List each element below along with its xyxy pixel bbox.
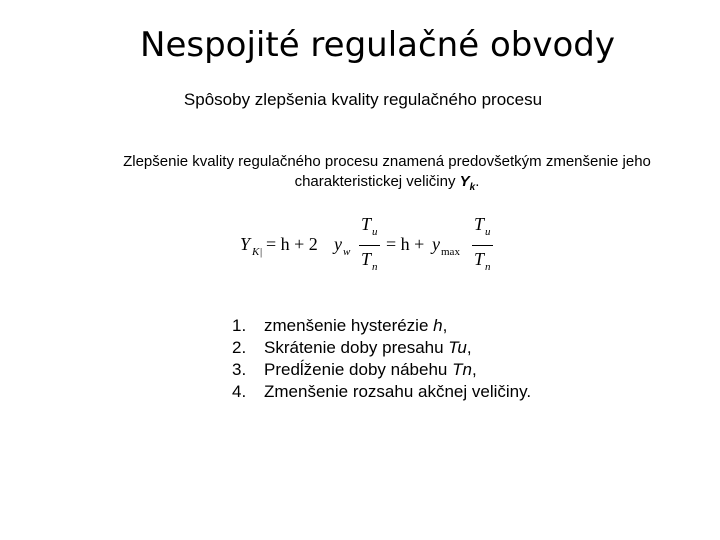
intro-symbol-main: Y <box>459 173 470 190</box>
improvement-list <box>232 315 532 403</box>
list-item <box>232 337 532 359</box>
formula-yw: y <box>334 234 342 254</box>
intro-period: . <box>475 173 480 190</box>
formula <box>240 214 500 280</box>
intro-text: Zlepšenie kvality regulačného procesu znamená predovšetkým zmenšenie jeho charakteristickej veličiny <box>123 153 651 190</box>
formula-frac2-num: T <box>474 214 485 234</box>
formula-yw-sub: w <box>343 246 351 258</box>
list-item-number: 2. <box>232 338 247 357</box>
list-item <box>232 359 532 381</box>
formula-frac2-bar <box>472 245 493 246</box>
slide-subtitle: Spôsoby zlepšenia kvality regulačného procesu <box>183 90 543 109</box>
formula-lhs-sub: K| <box>252 246 263 258</box>
list-item-text: Predĺženie doby nábehu <box>264 360 453 379</box>
intro-paragraph <box>72 152 702 198</box>
formula-ymax-sub: max <box>441 246 460 258</box>
formula-ymax: y <box>432 234 440 254</box>
intro-symbol <box>459 173 476 193</box>
list-item-number: 3. <box>232 360 247 379</box>
formula-eq1: = h + 2 <box>266 234 318 254</box>
list-item-number: 4. <box>232 382 247 401</box>
formula-frac2-num-sub: u <box>485 226 491 238</box>
formula-eq2: = h + <box>386 234 425 254</box>
list-item-emphasis: h <box>433 316 443 335</box>
slide-title: Nespojité regulačné obvody <box>140 25 615 65</box>
list-item-emphasis: Tu <box>448 338 467 357</box>
list-item-number: 1. <box>232 316 247 335</box>
list-item-emphasis: Tn <box>452 360 472 379</box>
list-item-text: Zmenšenie rozsahu akčnej veličiny. <box>264 382 532 401</box>
list-item-text: Skrátenie doby presahu <box>264 338 449 357</box>
formula-lhs: Y <box>240 234 251 254</box>
list-item-text: zmenšenie hysterézie <box>264 316 434 335</box>
formula-frac1-bar <box>359 245 380 246</box>
list-item-tail: , <box>466 338 472 357</box>
formula-frac2-den-sub: n <box>485 261 491 273</box>
formula-frac1-den-sub: n <box>372 261 378 273</box>
formula-frac1-den: T <box>361 249 372 269</box>
formula-frac1-num-sub: u <box>372 226 378 238</box>
intro-symbol-sub: k <box>469 182 476 193</box>
list-item <box>232 381 532 403</box>
list-item <box>232 315 532 337</box>
formula-frac1-num: T <box>361 214 372 234</box>
formula-frac2-den: T <box>474 249 485 269</box>
list-item-tail: , <box>471 360 477 379</box>
list-item-tail: , <box>442 316 448 335</box>
